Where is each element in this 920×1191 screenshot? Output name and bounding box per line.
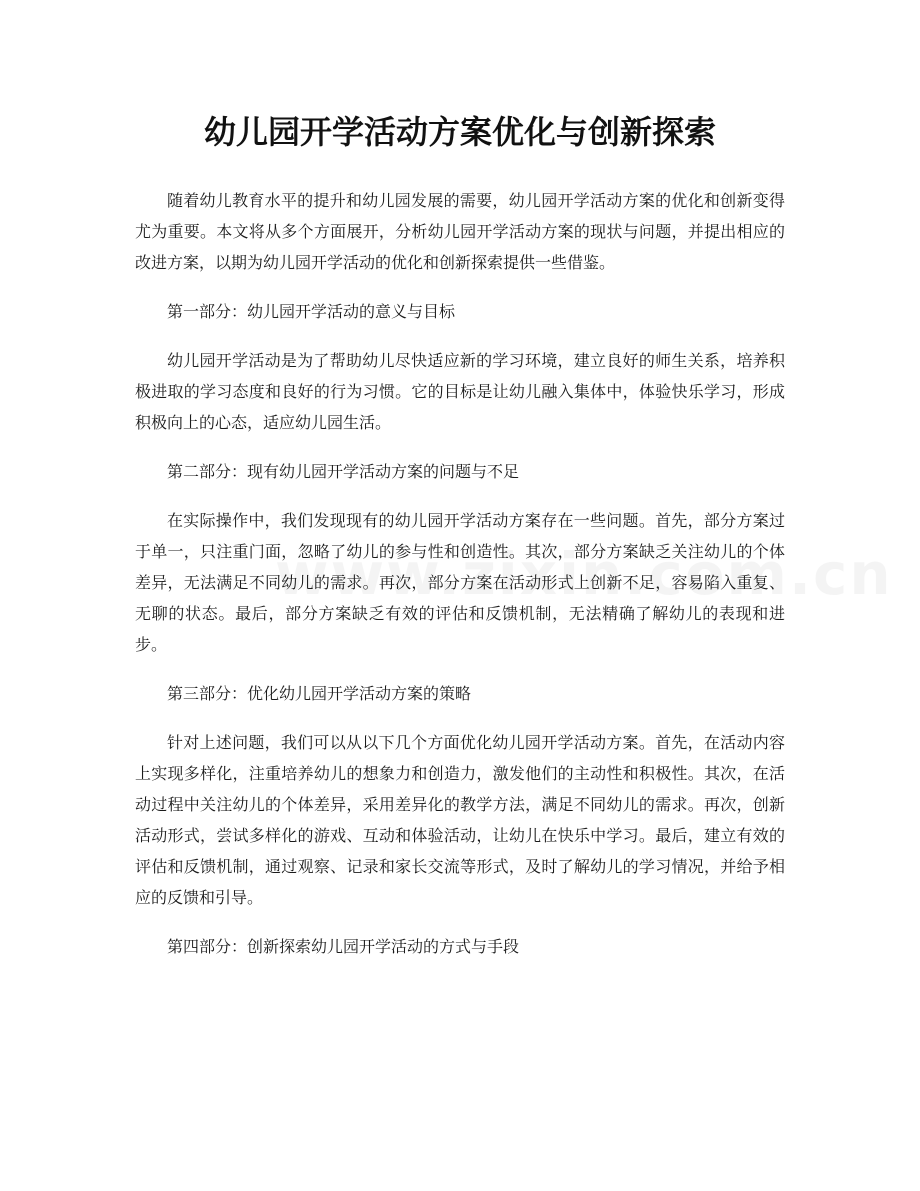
document-title: 幼儿园开学活动方案优化与创新探索 (203, 113, 716, 151)
section-3-paragraph: 针对上述问题，我们可以从以下几个方面优化幼儿园开学活动方案。首先，在活动内容上实现多样化，注重培养幼儿的想象力和创造力，激发他们的主动性和积极性。其次，在活动过程中关注幼儿的个体差异，采用差异化的教学方法，满足不同幼儿的需求。再次，创新活动形式，尝试多样化的游戏、互动和体验活动，让幼儿在快乐中学习。最后，建立有效的评估和反馈机制，通过观察、记录和家长交流等形式，及时了解幼儿的学习情况，并给予相应的反馈和引导。 (135, 733, 785, 907)
section-heading-3: 第三部分：优化幼儿园开学活动方案的策略 (167, 684, 472, 703)
section-2-paragraph: 在实际操作中，我们发现现有的幼儿园开学活动方案存在一些问题。首先，部分方案过于单一，只注重门面，忽略了幼儿的参与性和创造性。其次，部分方案缺乏关注幼儿的个体差异，无法满足不同幼儿的需求。再次，部分方案在活动形式上创新不足，容易陷入重复、无聊的状态。最后，部分方案缺乏有效的评估和反馈机制，无法精确了解幼儿的表现和进步。 (135, 511, 785, 654)
document-body (135, 185, 785, 980)
section-heading-1: 第一部分：幼儿园开学活动的意义与目标 (167, 302, 456, 321)
section-1-paragraph: 幼儿园开学活动是为了帮助幼儿尽快适应新的学习环境，建立良好的师生关系，培养积极进取的学习态度和良好的行为习惯。它的目标是让幼儿融入集体中，体验快乐学习，形成积极向上的心态，适应幼儿园生活。 (135, 351, 785, 432)
intro-paragraph: 随着幼儿教育水平的提升和幼儿园发展的需要，幼儿园开学活动方案的优化和创新变得尤为重要。本文将从多个方面展开，分析幼儿园开学活动方案的现状与问题，并提出相应的改进方案，以期为幼儿园开学活动的优化和创新探索提供一些借鉴。 (135, 191, 785, 272)
section-heading-2: 第二部分：现有幼儿园开学活动方案的问题与不足 (167, 462, 520, 481)
section-heading-4: 第四部分：创新探索幼儿园开学活动的方式与手段 (167, 937, 520, 956)
